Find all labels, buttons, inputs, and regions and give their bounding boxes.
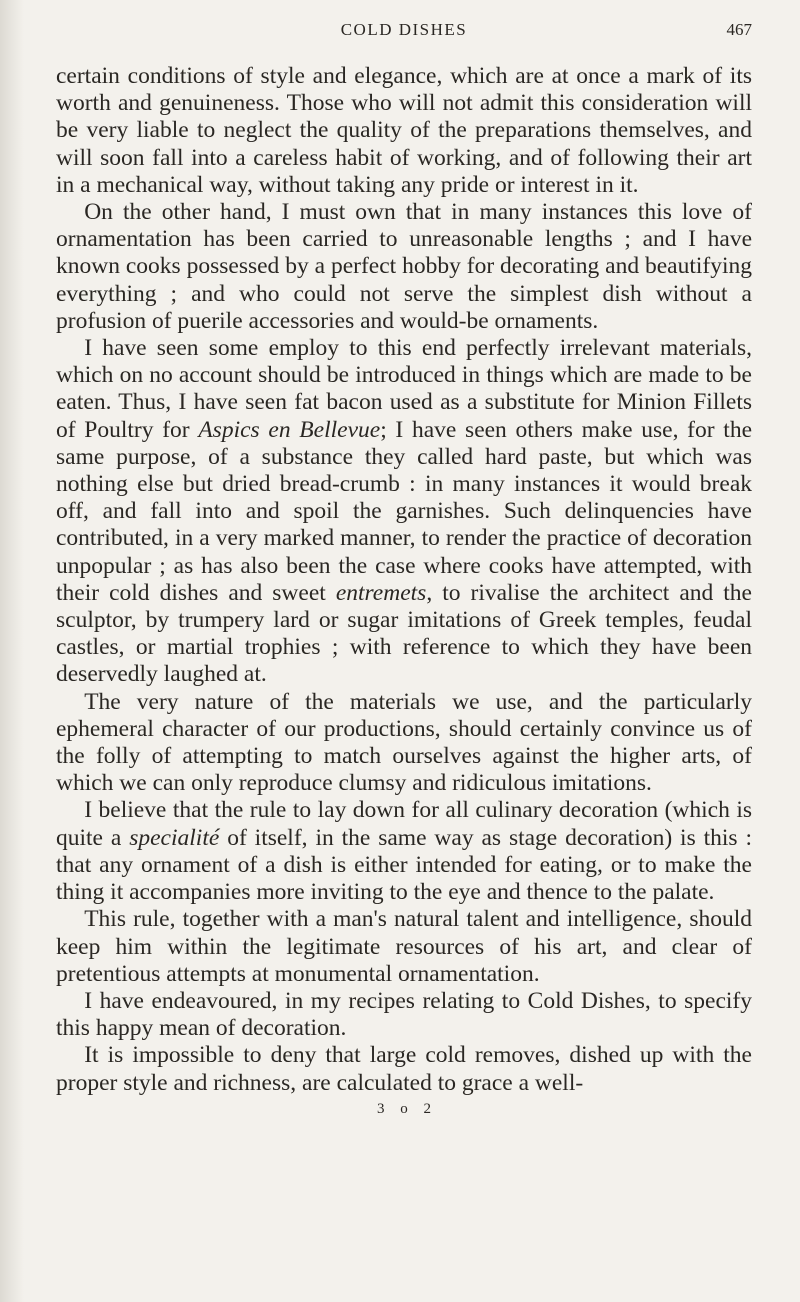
text-run: It is impossible to deny that large cold removes, dished up with the proper style and richness, are calculated to grace a well- [56, 1042, 752, 1096]
running-head [56, 16, 752, 50]
text-run: The very nature of the materials we use, and the particularly ephemeral character of our productions, should certainly convince us of the folly of attempting to match ourselves against the higher arts, of which we can only reproduce clumsy and ridiculous imitations. [56, 688, 752, 797]
paragraph [56, 1042, 752, 1096]
text-run: , to rivalise the architect and the sculptor, by trumpery lard or sugar imitations of Greek temples, feudal castles, or martial trophies ; with reference to which they have been deservedly laughed at. [56, 579, 752, 688]
signature-mark: 3 o 2 [377, 1100, 437, 1117]
text-run: I have seen some employ to this end perfectly irrelevant materials, which on no account should be introduced in things which are made to be eaten. Thus, I have seen fat bacon used as a substitute for Minion Fillets of Poultry for [56, 335, 752, 443]
text-run: I have endeavoured, in my recipes relating to Cold Dishes, to specify this happy mean of decoration. [56, 987, 752, 1042]
text-run: of itself, in the same way as stage decoration) is this : that any ornament of a dish is either intended for eating, or to make the thing it accompanies more inviting to the eye and thence to the palate. [56, 824, 753, 906]
text-run: certain conditions of style and elegance, which are at once a mark of its worth and genuineness. Those who will not admit this consideration will be very liable to neglect the quality of the preparations themselves, and will soon fall into a careless habit of working, and of following their art in a mechanical way, without taking any pride or interest in it. [56, 63, 752, 198]
paragraph [56, 797, 752, 906]
running-title: COLD DISHES [340, 20, 468, 39]
paragraph [56, 689, 752, 798]
paragraph [56, 988, 752, 1042]
paragraph [56, 335, 752, 689]
paragraph [56, 906, 752, 988]
page-number: 467 [726, 20, 752, 39]
text-run: ; I have seen others make use, for the same purpose, of a substance they called hard paste, but which was nothing else but dried bread-crumb : in many instances it would break off, and fall into and spoil the garnishes. Such delinquencies have contributed, in a very marked manner, to render the practice of decoration unpopular ; as has also been the case where cooks have attempted, with their cold dishes and sweet [56, 416, 753, 606]
body-text [56, 63, 752, 1097]
paragraph [56, 63, 752, 199]
text-run: This rule, together with a man's natural talent and intelligence, should keep him within the legitimate resources of his art, and clear of pretentious attempts at monumental ornamentation. [56, 906, 752, 987]
paragraph [56, 199, 752, 335]
text-run: I believe that the rule to lay down for all culinary decoration (which is quite a [56, 797, 752, 851]
italic-phrase: Aspics en Bellevue [198, 416, 381, 443]
italic-phrase: specialité [129, 824, 220, 851]
text-run: On the other hand, I must own that in many instances this love of ornamentation has been carried to unreasonable lengths ; and I have known cooks possessed by a perfect hobby for decorating and beautifying everything ; and who could not serve the simplest dish without a profusion of puerile accessories and would-be ornaments. [56, 199, 752, 334]
italic-phrase: entremets [335, 579, 427, 606]
binding-shadow [0, 0, 24, 1302]
